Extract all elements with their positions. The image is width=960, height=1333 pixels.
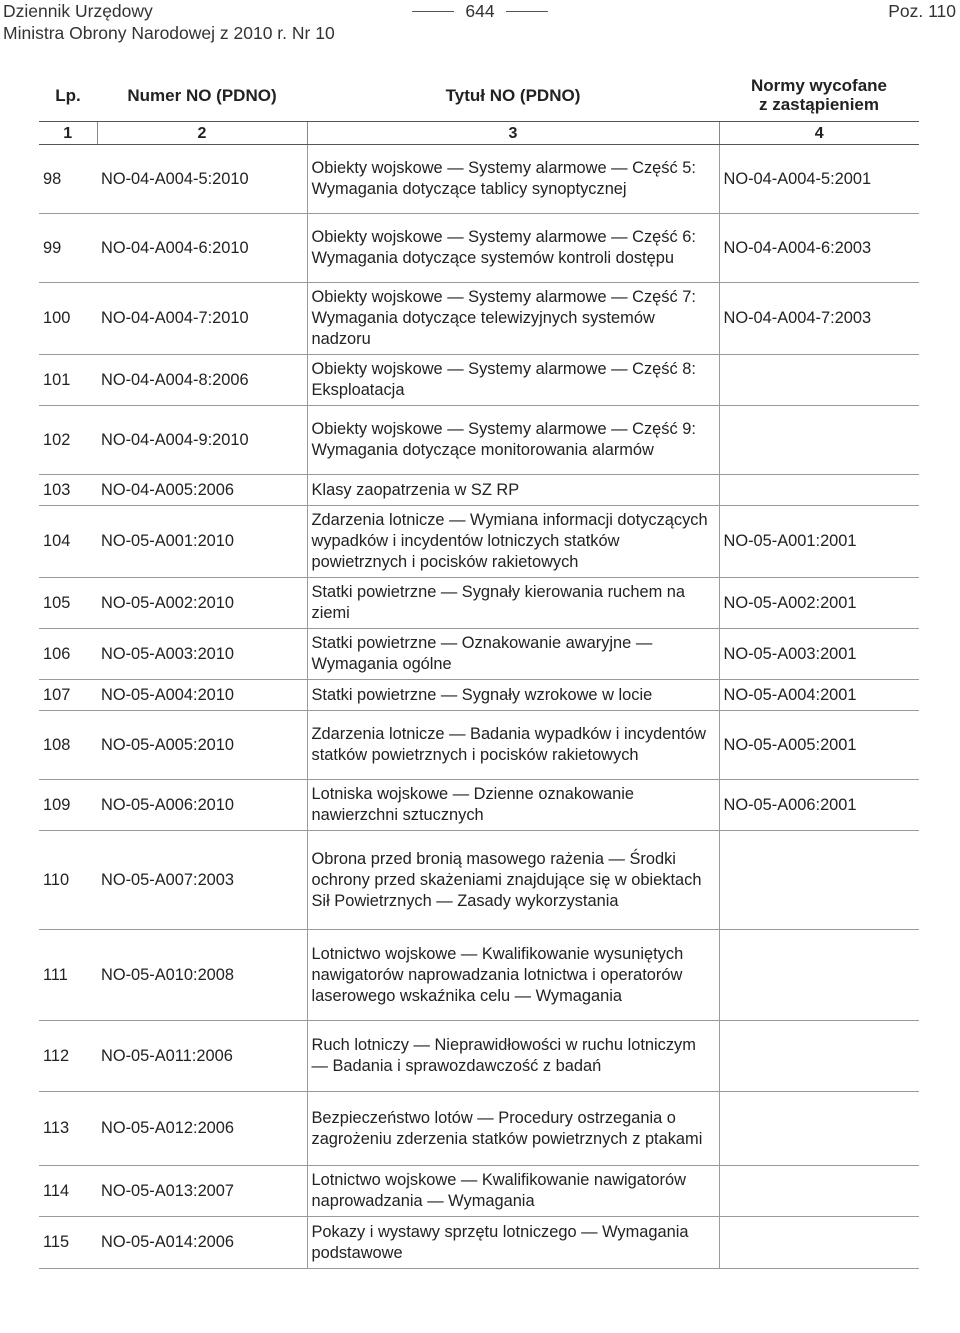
row-number: NO-04-A004-6:2010 [97, 214, 307, 283]
table-row [39, 1021, 919, 1092]
row-title: Obrona przed bronią masowego rażenia — Środki ochrony przed skażeniami znajdujące się w obiektach Sił Powietrznych — Zasady wykorzystania [307, 831, 719, 930]
row-number: NO-05-A005:2010 [97, 711, 307, 780]
row-lp: 108 [39, 711, 97, 780]
row-replaced [719, 355, 919, 406]
table-header-row [39, 69, 919, 122]
table-row [39, 1166, 919, 1217]
table-row [39, 214, 919, 283]
column-number: 3 [307, 122, 719, 145]
row-title: Zdarzenia lotnicze — Badania wypadków i incydentów statków powietrznych i pocisków rakietowych [307, 711, 719, 780]
column-number: 2 [97, 122, 307, 145]
row-lp: 107 [39, 680, 97, 711]
row-title: Obiekty wojskowe — Systemy alarmowe — Część 6: Wymagania dotyczące systemów kontroli dostępu [307, 214, 719, 283]
row-replaced: NO-05-A002:2001 [719, 578, 919, 629]
column-number: 1 [39, 122, 97, 145]
row-number: NO-04-A004-7:2010 [97, 283, 307, 355]
row-replaced [719, 406, 919, 475]
row-replaced [719, 1217, 919, 1269]
row-lp: 113 [39, 1092, 97, 1166]
row-number: NO-05-A004:2010 [97, 680, 307, 711]
row-lp: 111 [39, 930, 97, 1021]
table-row [39, 355, 919, 406]
row-title: Obiekty wojskowe — Systemy alarmowe — Część 9: Wymagania dotyczące monitorowania alarmów [307, 406, 719, 475]
row-number: NO-04-A004-9:2010 [97, 406, 307, 475]
row-number: NO-05-A014:2006 [97, 1217, 307, 1269]
header-lp: Lp. [55, 85, 81, 105]
row-lp: 115 [39, 1217, 97, 1269]
position-number: Poz. 110 [888, 1, 956, 21]
row-number: NO-05-A003:2010 [97, 629, 307, 680]
row-replaced: NO-05-A004:2001 [719, 680, 919, 711]
row-title: Klasy zaopatrzenia w SZ RP [307, 475, 719, 506]
row-title: Lotniska wojskowe — Dzienne oznakowanie nawierzchni sztucznych [307, 780, 719, 831]
row-replaced: NO-05-A001:2001 [719, 506, 919, 578]
row-replaced: NO-04-A004-7:2003 [719, 283, 919, 355]
row-replaced: NO-04-A004-5:2001 [719, 145, 919, 214]
row-number: NO-05-A002:2010 [97, 578, 307, 629]
header-replaced [719, 69, 919, 122]
row-number: NO-04-A005:2006 [97, 475, 307, 506]
table-body [39, 145, 919, 1269]
row-number: NO-04-A004-8:2006 [97, 355, 307, 406]
table-row [39, 930, 919, 1021]
page-header [0, 0, 960, 48]
row-title: Bezpieczeństwo lotów — Procedury ostrzegania o zagrożeniu zderzenia statków powietrznych z ptakami [307, 1092, 719, 1166]
row-replaced: NO-05-A003:2001 [719, 629, 919, 680]
row-number: NO-05-A011:2006 [97, 1021, 307, 1092]
table-row [39, 283, 919, 355]
row-number: NO-05-A006:2010 [97, 780, 307, 831]
row-replaced: NO-05-A006:2001 [719, 780, 919, 831]
table-row [39, 780, 919, 831]
row-lp: 105 [39, 578, 97, 629]
row-lp: 103 [39, 475, 97, 506]
row-lp: 104 [39, 506, 97, 578]
table-row [39, 475, 919, 506]
header-title: Tytuł NO (PDNO) [445, 85, 581, 105]
row-title: Obiekty wojskowe — Systemy alarmowe — Część 7: Wymagania dotyczące telewizyjnych systemów nadzoru [307, 283, 719, 355]
row-number: NO-05-A001:2010 [97, 506, 307, 578]
header-number: Numer NO (PDNO) [127, 85, 277, 105]
table-row [39, 629, 919, 680]
row-replaced [719, 1166, 919, 1217]
journal-name: Dziennik Urzędowy [3, 1, 153, 21]
row-replaced [719, 1092, 919, 1166]
row-number: NO-05-A010:2008 [97, 930, 307, 1021]
row-title: Lotnictwo wojskowe — Kwalifikowanie wysuniętych nawigatorów naprowadzania lotnictwa i operatorów laserowego wskaźnika celu — Wymagania [307, 930, 719, 1021]
row-title: Lotnictwo wojskowe — Kwalifikowanie nawigatorów naprowadzania — Wymagania [307, 1166, 719, 1217]
table-row [39, 578, 919, 629]
row-title: Statki powietrzne — Sygnały kierowania ruchem na ziemi [307, 578, 719, 629]
row-title: Obiekty wojskowe — Systemy alarmowe — Część 5: Wymagania dotyczące tablicy synoptycznej [307, 145, 719, 214]
table-row [39, 1217, 919, 1269]
row-lp: 101 [39, 355, 97, 406]
row-replaced [719, 831, 919, 930]
row-lp: 114 [39, 1166, 97, 1217]
row-title: Pokazy i wystawy sprzętu lotniczego — Wymagania podstawowe [307, 1217, 719, 1269]
ministry-name: Ministra Obrony Narodowej z 2010 r. Nr 10 [3, 23, 335, 43]
row-replaced [719, 1021, 919, 1092]
row-lp: 112 [39, 1021, 97, 1092]
row-title: Statki powietrzne — Sygnały wzrokowe w locie [307, 680, 719, 711]
row-lp: 102 [39, 406, 97, 475]
row-number: NO-05-A007:2003 [97, 831, 307, 930]
table-row [39, 145, 919, 214]
row-lp: 98 [39, 145, 97, 214]
header-replaced-line2: z zastąpieniem [759, 95, 879, 114]
column-number-row [39, 122, 919, 145]
standards-table [39, 69, 919, 1269]
row-lp: 110 [39, 831, 97, 930]
row-title: Obiekty wojskowe — Systemy alarmowe — Część 8: Eksploatacja [307, 355, 719, 406]
row-replaced: NO-04-A004-6:2003 [719, 214, 919, 283]
row-number: NO-05-A012:2006 [97, 1092, 307, 1166]
table-row [39, 406, 919, 475]
row-number: NO-04-A004-5:2010 [97, 145, 307, 214]
table-row [39, 1092, 919, 1166]
table-row [39, 506, 919, 578]
table-row [39, 680, 919, 711]
row-lp: 109 [39, 780, 97, 831]
row-title: Ruch lotniczy — Nieprawidłowości w ruchu lotniczym — Badania i sprawozdawczość z badań [307, 1021, 719, 1092]
row-title: Zdarzenia lotnicze — Wymiana informacji dotyczących wypadków i incydentów lotniczych statków powietrznych i pocisków rakietowych [307, 506, 719, 578]
row-replaced [719, 930, 919, 1021]
row-lp: 106 [39, 629, 97, 680]
table-row [39, 831, 919, 930]
column-number: 4 [719, 122, 919, 145]
row-number: NO-05-A013:2007 [97, 1166, 307, 1217]
row-lp: 99 [39, 214, 97, 283]
header-replaced-line1: Normy wycofane [750, 76, 888, 95]
row-replaced: NO-05-A005:2001 [719, 711, 919, 780]
row-lp: 100 [39, 283, 97, 355]
table-row [39, 711, 919, 780]
row-replaced [719, 475, 919, 506]
page-number: 644 [440, 0, 520, 22]
row-title: Statki powietrzne — Oznakowanie awaryjne — Wymagania ogólne [307, 629, 719, 680]
